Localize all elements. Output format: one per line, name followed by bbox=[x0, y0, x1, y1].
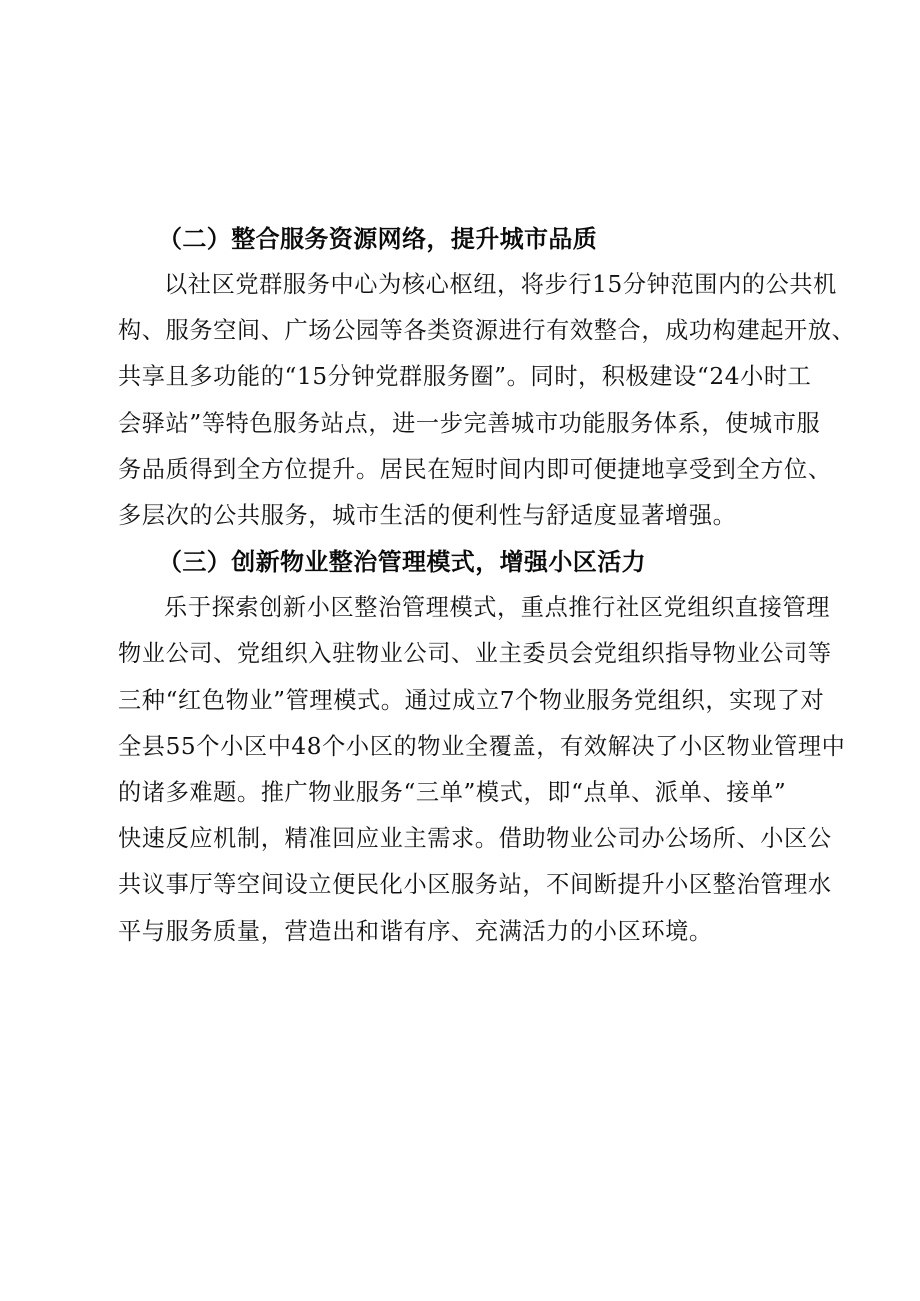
paragraph-line: 务品质得到全方位提升。居民在短时间内即可便捷地享受到全方位、 bbox=[118, 455, 832, 483]
paragraph-line: 共议事厅等空间设立便民化小区服务站，不间断提升小区整治管理水 bbox=[118, 871, 832, 899]
paragraph-line: 会驿站”等特色服务站点，进一步完善城市功能服务体系，使城市服 bbox=[118, 409, 821, 437]
paragraph-line: 三种“红色物业”管理模式。通过成立7个物业服务党组织，实现了对 bbox=[118, 686, 825, 714]
document-body bbox=[118, 216, 856, 955]
section-3-heading: （三）创新物业整治管理模式，增强小区活力 bbox=[158, 548, 646, 577]
paragraph-line: 平与服务质量，营造出和谐有序、充满活力的小区环境。 bbox=[118, 917, 713, 945]
paragraph-line: 全县55个小区中48个小区的物业全覆盖，有效解决了小区物业管理中 bbox=[118, 732, 846, 760]
paragraph-line: 多层次的公共服务，城市生活的便利性与舒适度显著增强。 bbox=[118, 502, 737, 530]
paragraph-line: 乐于探索创新小区整治管理模式，重点推行社区党组织直接管理 bbox=[164, 594, 831, 622]
paragraph-line: 的诸多难题。推广物业服务“三单”模式，即“点单、派单、接单” bbox=[118, 779, 787, 807]
paragraph-line: 构、服务空间、广场公园等各类资源进行有效整合，成功构建起开放、 bbox=[118, 317, 856, 345]
section-3-paragraph bbox=[118, 585, 846, 955]
paragraph-line: 以社区党群服务中心为核心枢纽，将步行15分钟范围内的公共机 bbox=[164, 271, 837, 298]
paragraph-line: 物业公司、党组织入驻物业公司、业主委员会党组织指导物业公司等 bbox=[118, 640, 832, 668]
section-2-paragraph bbox=[118, 262, 856, 539]
paragraph-line: 共享且多功能的“15分钟党群服务圈”。同时，积极建设“24小时工 bbox=[118, 363, 812, 391]
paragraph-line: 快速反应机制，精准回应业主需求。借助物业公司办公场所、小区公 bbox=[118, 825, 832, 853]
section-2-heading: （二）整合服务资源网络，提升城市品质 bbox=[158, 225, 598, 253]
